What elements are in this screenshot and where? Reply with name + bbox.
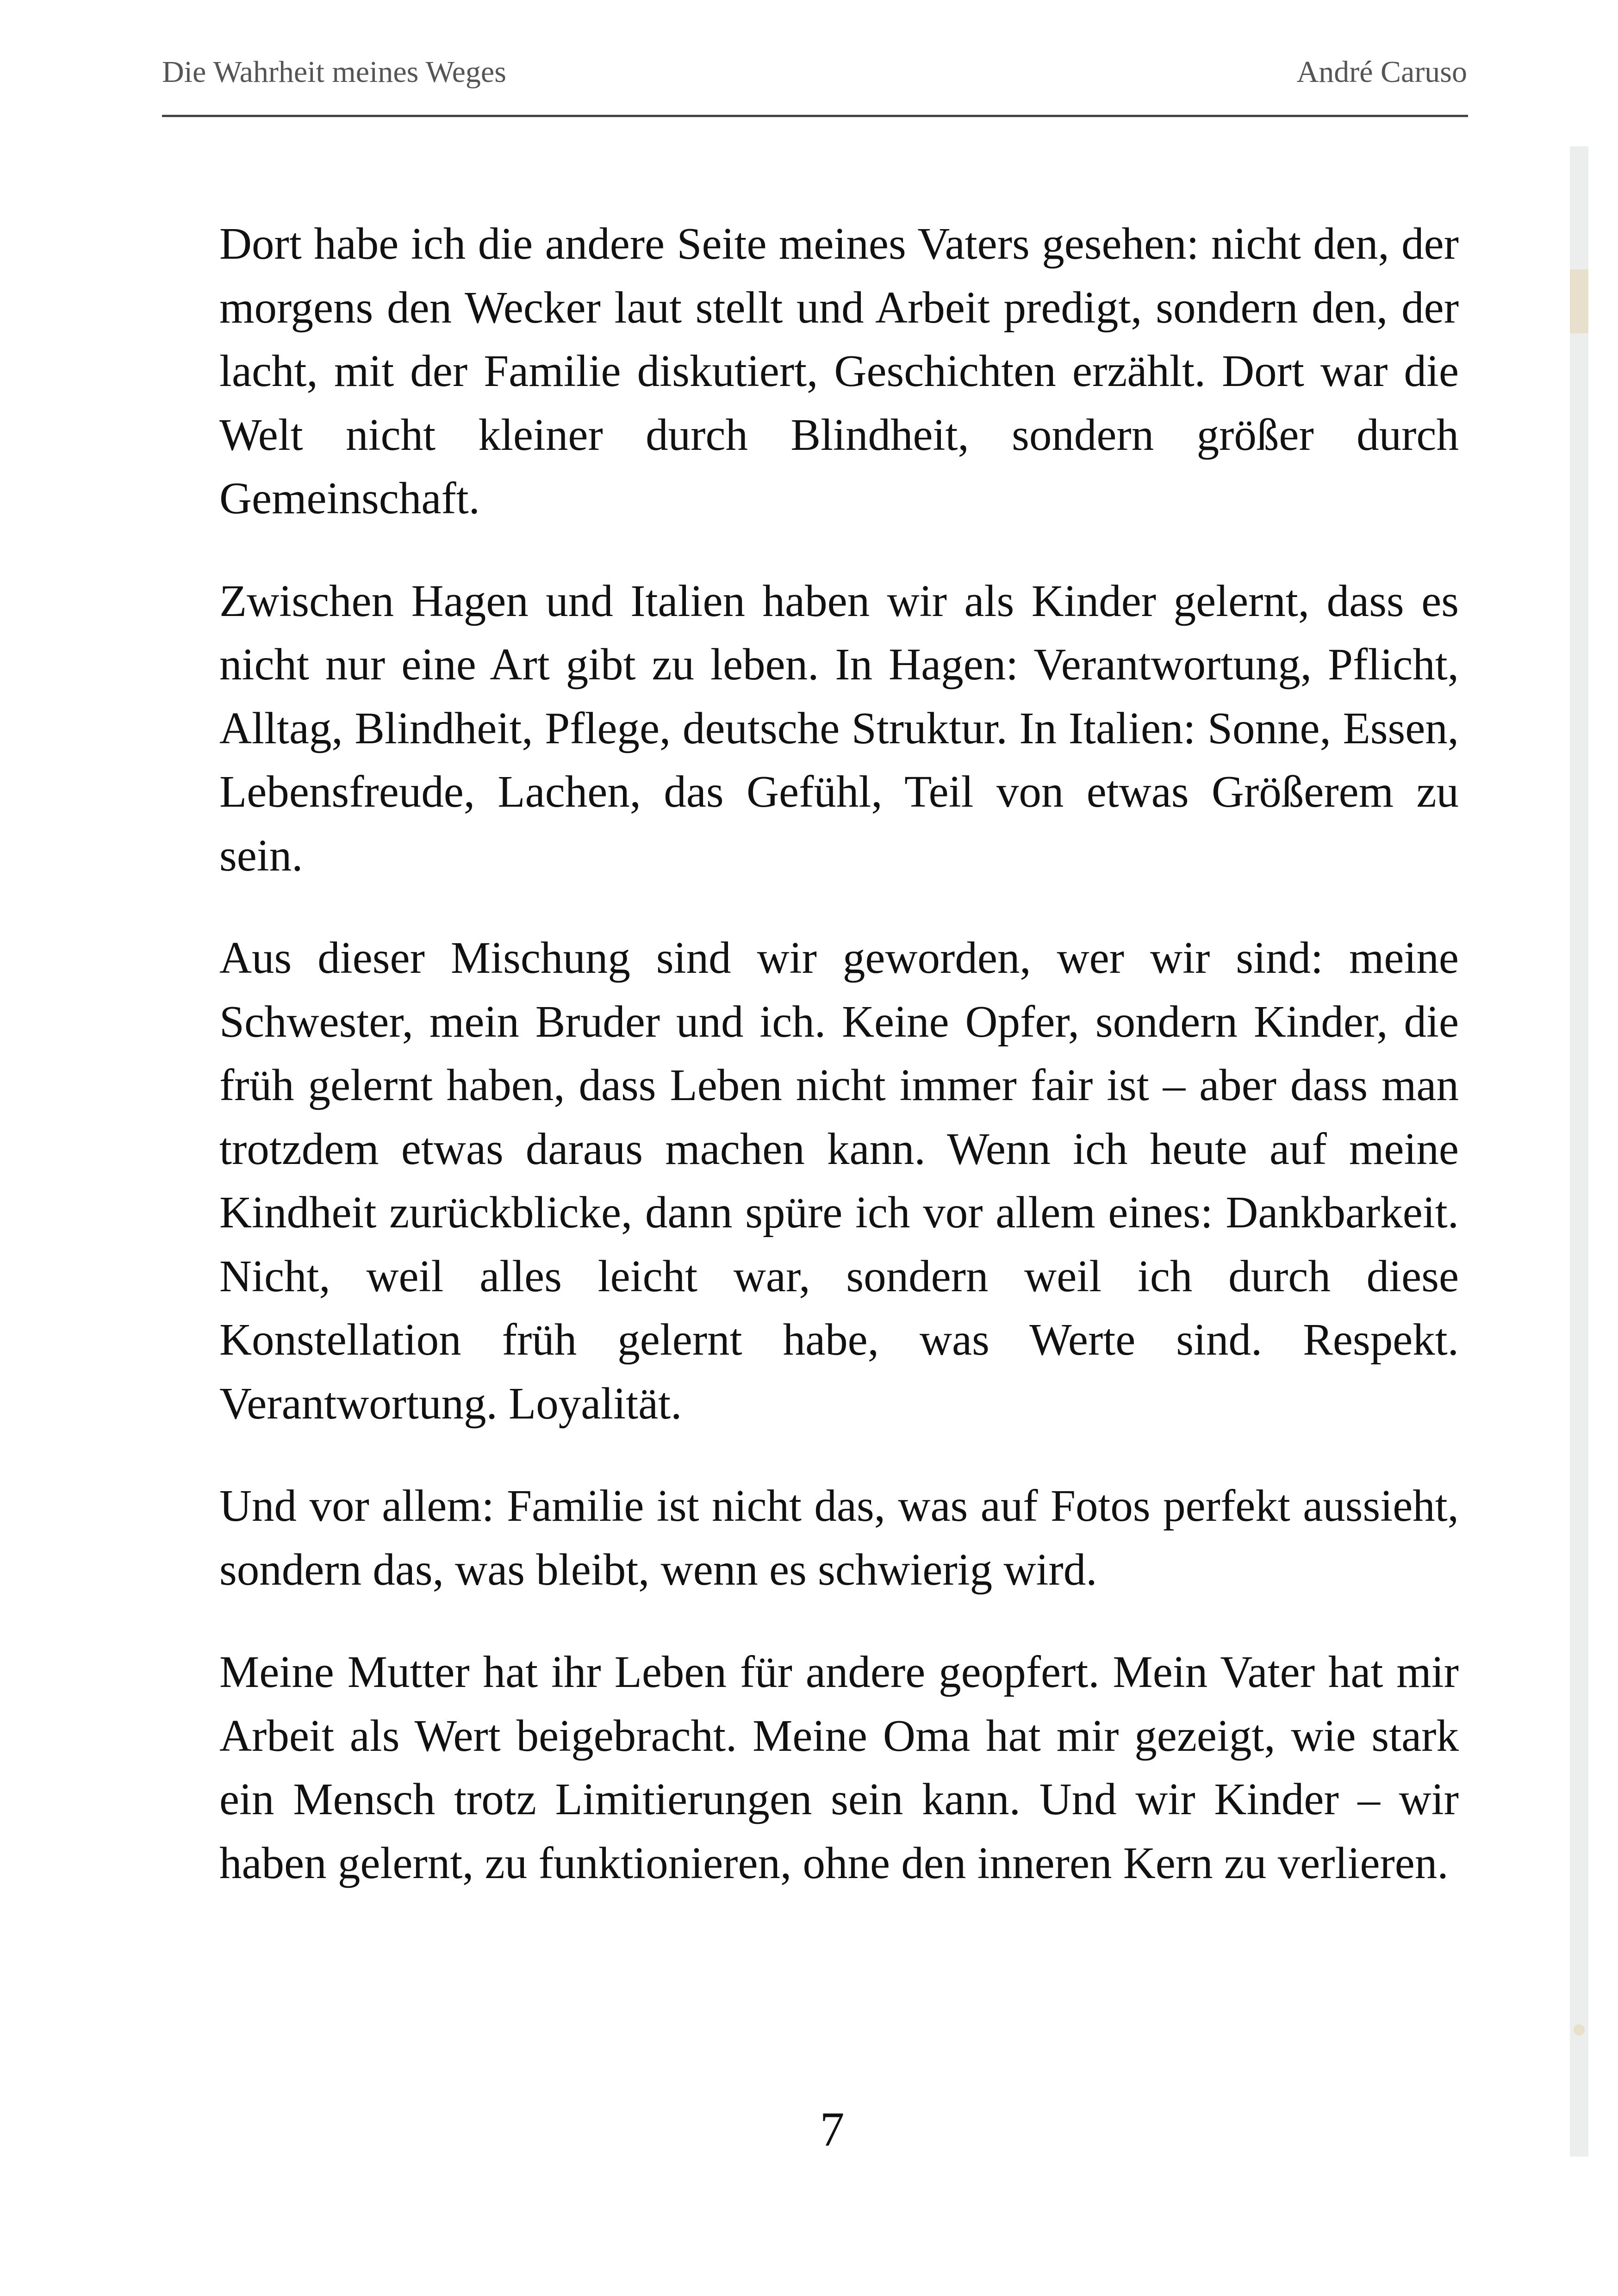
scrollbar-thumb[interactable] [1570,269,1588,333]
paragraph: Dort habe ich die andere Seite meines Vaters gesehen: nicht den, der morgens den Wecker laut stellt und Arbeit predigt, sondern den, der lacht, mit der Familie diskutiert, Geschichten erzählt. Dort war die Welt nicht kleiner durch Blindheit, sondern größer durch Gemeinschaft. [219,219,1459,523]
header-book-title: Die Wahrheit meines Weges [162,55,506,89]
header-divider [162,115,1468,117]
scroll-marker-dot [1574,2024,1585,2035]
paragraph: Meine Mutter hat ihr Leben für andere geopfert. Mein Vater hat mir Arbeit als Wert beigebracht. Meine Oma hat mir gezeigt, wie stark ein Mensch trotz Limitierungen sein kann. Und wir Kinder – wir haben gelernt, zu funktionieren, ohne den inneren Kern zu verlieren. [219,1647,1459,1888]
header-author: André Caruso [1296,55,1467,89]
paragraph: Aus dieser Mischung sind wir geworden, wer wir sind: meine Schwester, mein Bruder und ich. Keine Opfer, sondern Kinder, die früh gelernt haben, dass Leben nicht immer fair ist – aber dass man trotzdem etwas daraus machen kann. Wenn ich heute auf meine Kindheit zurückblicke, dann spüre ich vor allem eines: Dankbarkeit. Nicht, weil alles leicht war, sondern weil ich durch diese Konstellation früh gelernt habe, was Werte sind. Respekt. Verantwortung. Loyalität. [219,933,1459,1428]
scrollbar-track[interactable] [1570,146,1588,2157]
page-number: 7 [820,2102,845,2156]
paragraph: Und vor allem: Familie ist nicht das, was auf Fotos perfekt aussieht, sondern das, was bleibt, wenn es schwierig wird. [219,1481,1459,1594]
running-header [162,55,1467,96]
body-text [219,212,1459,1934]
paragraph: Zwischen Hagen und Italien haben wir als Kinder gelernt, dass es nicht nur eine Art gibt zu leben. In Hagen: Verantwortung, Pflicht, Alltag, Blindheit, Pflege, deutsche Struktur. In Italien: Sonne, Essen, Lebensfreude, Lachen, das Gefühl, Teil von etwas Größerem zu sein. [219,576,1459,880]
